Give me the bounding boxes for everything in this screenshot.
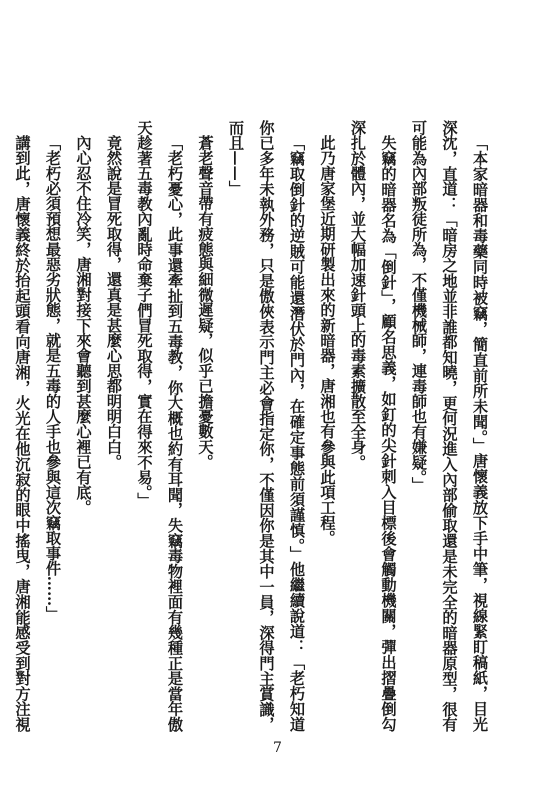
- paragraph-9: 「老朽必須預想最惡劣狀態，就是五毒的人手也參與這次竊取事件……」: [44, 135, 62, 622]
- paragraph-6: 「老朽憂心，此事還牽扯到五毒教，你大概也約有耳聞，失竊毒物裡面有幾種正是當年傲天趁著五毒教內亂時命棄子們冒死取得，實在得來不易。」: [135, 120, 184, 732]
- text-block: [13, 120, 495, 732]
- paragraph-1: 「本家暗器和毒藥同時被竊，簡直前所未聞。」唐懷義放下手中筆，視線緊盯稿紙，目光深沈，直道：「暗房之地並非誰都知曉，更何況進入內部偷取還是未完全的暗器原型，很有可能為內部叛徒所為，不僅機械師，連毒師也有嫌疑。」: [410, 120, 489, 732]
- paragraph-2: 失竊的暗器名為「倒針」，顧名思義，如釘的尖針刺入目標後會觸動機關，彈出摺疊倒勾深扎於體內，並大幅加速針頭上的毒素擴散至全身。: [349, 120, 398, 732]
- paragraph-5: 蒼老聲音帶有疲態與細微遲疑，似乎已擔憂數天。: [196, 135, 215, 470]
- page-number: 7: [273, 740, 282, 756]
- paragraph-7: 竟然說是冒死取得，還真是甚麼心思都明明白白。: [105, 135, 123, 470]
- paragraph-4: 「竊取倒針的逆賊可能還潛伏於門內，在確定事態前須謹慎。」他繼續說道：「老朽知道你已多年未執外務，只是傲俠表示門主必會指定你，不僅因你是其中一員，深得門主賞識，而且——」: [227, 120, 306, 732]
- paragraph-10: 講到此，唐懷義終於抬起頭看向唐湘，火光在他沉寂的眼中搖曳，唐湘能感受到對方注視: [13, 135, 32, 732]
- paragraph-3: 此乃唐家堡近期研製出來的新暗器，唐湘也有參與此項工程。: [318, 135, 337, 546]
- paragraph-8: 內心忍不住冷笑，唐湘對接下來會聽到甚麼心裡已有底。: [74, 135, 93, 516]
